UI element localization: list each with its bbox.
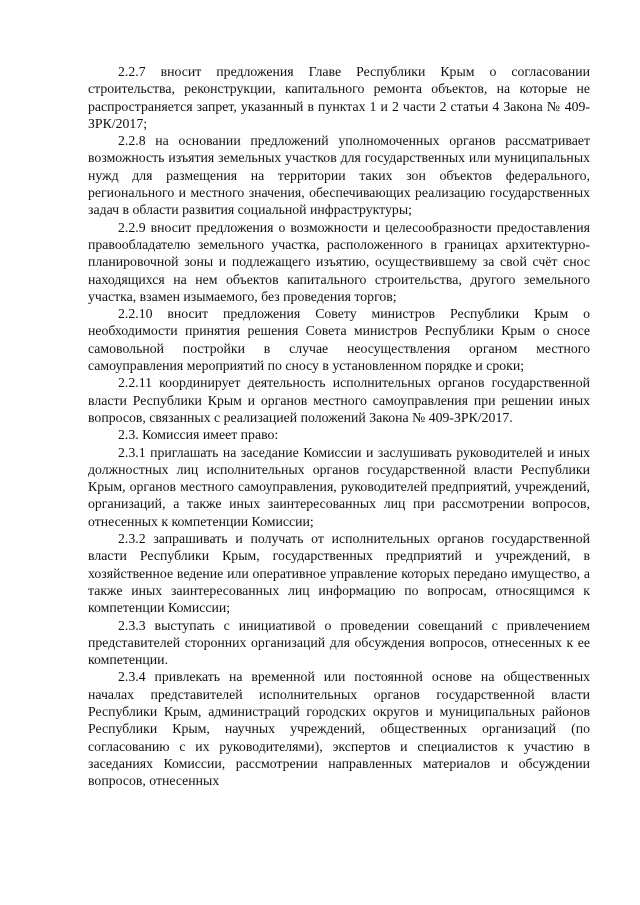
document-body	[88, 63, 590, 789]
section-heading-2-3: 2.3. Комиссия имеет право:	[118, 427, 279, 443]
paragraph-2-2-8: 2.2.8 на основании предложений уполномоченных органов рассматривает возможность изъятия земельных участков для государственных или муниципальных нужд для размещения на территории таких зон объектов федерального, регионального и местного значения, обеспечивающих реализацию государственных задач в области развития социальной инфраструктуры;	[88, 133, 590, 218]
paragraph-2-3-2: 2.3.2 запрашивать и получать от исполнительных органов государственной власти Республики Крым, государственных предприятий и учреждений, в хозяйственное ведение или оперативное управление которых передано имущество, а также иных заинтересованных лиц информацию по вопросам, относящимся к компетенции Комиссии;	[88, 531, 590, 616]
paragraph-2-3-3: 2.3.3 выступать с инициативой о проведении совещаний с привлечением представителей сторонних организаций для обсуждения вопросов, отнесенных к ее компетенции.	[88, 617, 590, 668]
paragraph-2-3-4: 2.3.4 привлекать на временной или постоянной основе на общественных началах представителей исполнительных органов государственной власти Республики Крым, администраций городских округов и муниципальных районов Республики Крым, научных учреждений, общественных организаций (по согласованию с их руководителями), экспертов и специалистов к участию в заседаниях Комиссии, рассмотрении направленных материалов и обсуждении вопросов, отнесенных	[88, 669, 590, 789]
paragraph-2-2-10: 2.2.10 вносит предложения Совету министров Республики Крым о необходимости принятия решения Совета министров Республики Крым о сносе самовольной постройки в случае неосуществления органом местного самоуправления мероприятий по сносу в установленном порядке и сроки;	[88, 306, 590, 374]
paragraph-2-2-9: 2.2.9 вносит предложения о возможности и целесообразности предоставления правообладателю земельного участка, расположенного в границах архитектурно-планировочной зоны и подлежащего изъятию, осуществившему за свой счёт снос находящихся на нем объектов капитального строительства, другого земельного участка, взамен изымаемого, без проведения торгов;	[88, 219, 590, 304]
paragraph-2-3-1: 2.3.1 приглашать на заседание Комиссии и заслушивать руководителей и иных должностных лиц исполнительных органов государственной власти Республики Крым, органов местного самоуправления, руководителей предприятий, учреждений, организаций, а также иных заинтересованных лиц при рассмотрении вопросов, отнесенных к компетенции Комиссии;	[88, 444, 590, 529]
paragraph-2-2-11: 2.2.11 координирует деятельность исполнительных органов государственной власти Республики Крым и органов местного самоуправления при решении иных вопросов, связанных с реализацией положений Закона № 409-ЗРК/2017.	[88, 375, 590, 425]
paragraph-2-2-7: 2.2.7 вносит предложения Главе Республики Крым о согласовании строительства, реконструкции, капитального ремонта объектов, на которые не распространяется запрет, указанный в пунктах 1 и 2 части 2 статьи 4 Закона № 409-ЗРК/2017;	[88, 64, 590, 131]
